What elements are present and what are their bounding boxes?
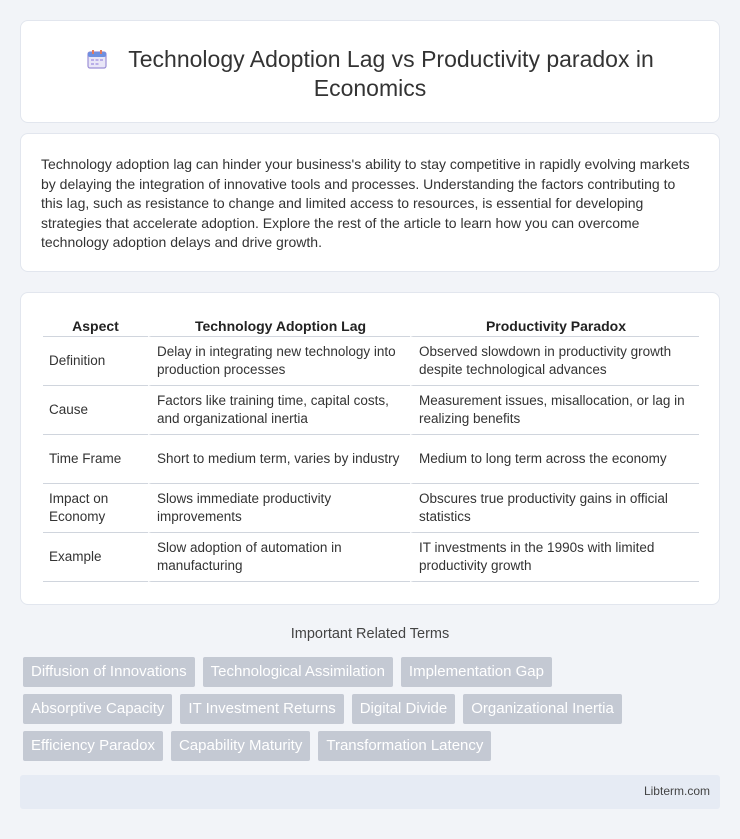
footer-site-link[interactable]: Libterm.com: [643, 784, 710, 798]
row-adoption-lag: Factors like training time, capital costs, and organizational inertia: [148, 386, 410, 435]
comparison-table: [43, 315, 699, 582]
related-terms-tags: [23, 657, 723, 768]
row-productivity-paradox: IT investments in the 1990s with limited productivity growth: [410, 533, 699, 582]
table-row: [43, 533, 699, 582]
footer: [20, 775, 720, 809]
tag-row: [23, 731, 723, 761]
related-term-tag[interactable]: IT Investment Returns: [180, 694, 343, 724]
header-aspect: Aspect: [43, 315, 148, 337]
row-adoption-lag: Slow adoption of automation in manufacturing: [148, 533, 410, 582]
header-technology-adoption-lag: Technology Adoption Lag: [148, 315, 410, 337]
table-row: [43, 484, 699, 533]
row-aspect: Time Frame: [43, 435, 148, 484]
table-header-row: [43, 315, 699, 337]
related-term-tag[interactable]: Transformation Latency: [318, 731, 491, 761]
related-term-tag[interactable]: Technological Assimilation: [203, 657, 393, 687]
row-aspect: Example: [43, 533, 148, 582]
table-row: [43, 435, 699, 484]
table-row: [43, 337, 699, 386]
table-row: [43, 386, 699, 435]
intro-text: Technology adoption lag can hinder your business's ability to stay competitive in rapidly evolving markets by delaying the integration of innovative tools and processes. Understanding the factors contributing to this lag, such as resistance to change and limited access to resources, is essential for developing strategies that accelerate adoption. Explore the rest of the article to learn how you can overcome technology adoption delays and drive growth.: [41, 156, 690, 250]
intro-card: [20, 133, 720, 272]
tag-row: [23, 657, 723, 687]
related-term-tag[interactable]: Capability Maturity: [171, 731, 310, 761]
row-aspect: Impact on Economy: [43, 484, 148, 533]
comparison-table-card: [20, 292, 720, 605]
row-productivity-paradox: Medium to long term across the economy: [410, 435, 699, 484]
related-term-tag[interactable]: Efficiency Paradox: [23, 731, 163, 761]
related-terms-heading: Important Related Terms: [290, 626, 450, 642]
row-adoption-lag: Slows immediate productivity improvements: [148, 484, 410, 533]
title-card: [20, 20, 720, 123]
calendar-icon: [86, 48, 108, 70]
row-productivity-paradox: Observed slowdown in productivity growth despite technological advances: [410, 337, 699, 386]
tag-row: [23, 694, 723, 724]
row-adoption-lag: Short to medium term, varies by industry: [148, 435, 410, 484]
related-term-tag[interactable]: Diffusion of Innovations: [23, 657, 195, 687]
row-productivity-paradox: Obscures true productivity gains in official statistics: [410, 484, 699, 533]
page-title-wrap: [61, 45, 679, 103]
related-term-tag[interactable]: Organizational Inertia: [463, 694, 622, 724]
related-term-tag[interactable]: Digital Divide: [352, 694, 456, 724]
related-term-tag[interactable]: Absorptive Capacity: [23, 694, 172, 724]
row-adoption-lag: Delay in integrating new technology into production processes: [148, 337, 410, 386]
row-aspect: Cause: [43, 386, 148, 435]
row-aspect: Definition: [43, 337, 148, 386]
related-term-tag[interactable]: Implementation Gap: [401, 657, 552, 687]
page-title: Technology Adoption Lag vs Productivity paradox in Economics: [128, 46, 654, 101]
row-productivity-paradox: Measurement issues, misallocation, or lag in realizing benefits: [410, 386, 699, 435]
header-productivity-paradox: Productivity Paradox: [410, 315, 699, 337]
